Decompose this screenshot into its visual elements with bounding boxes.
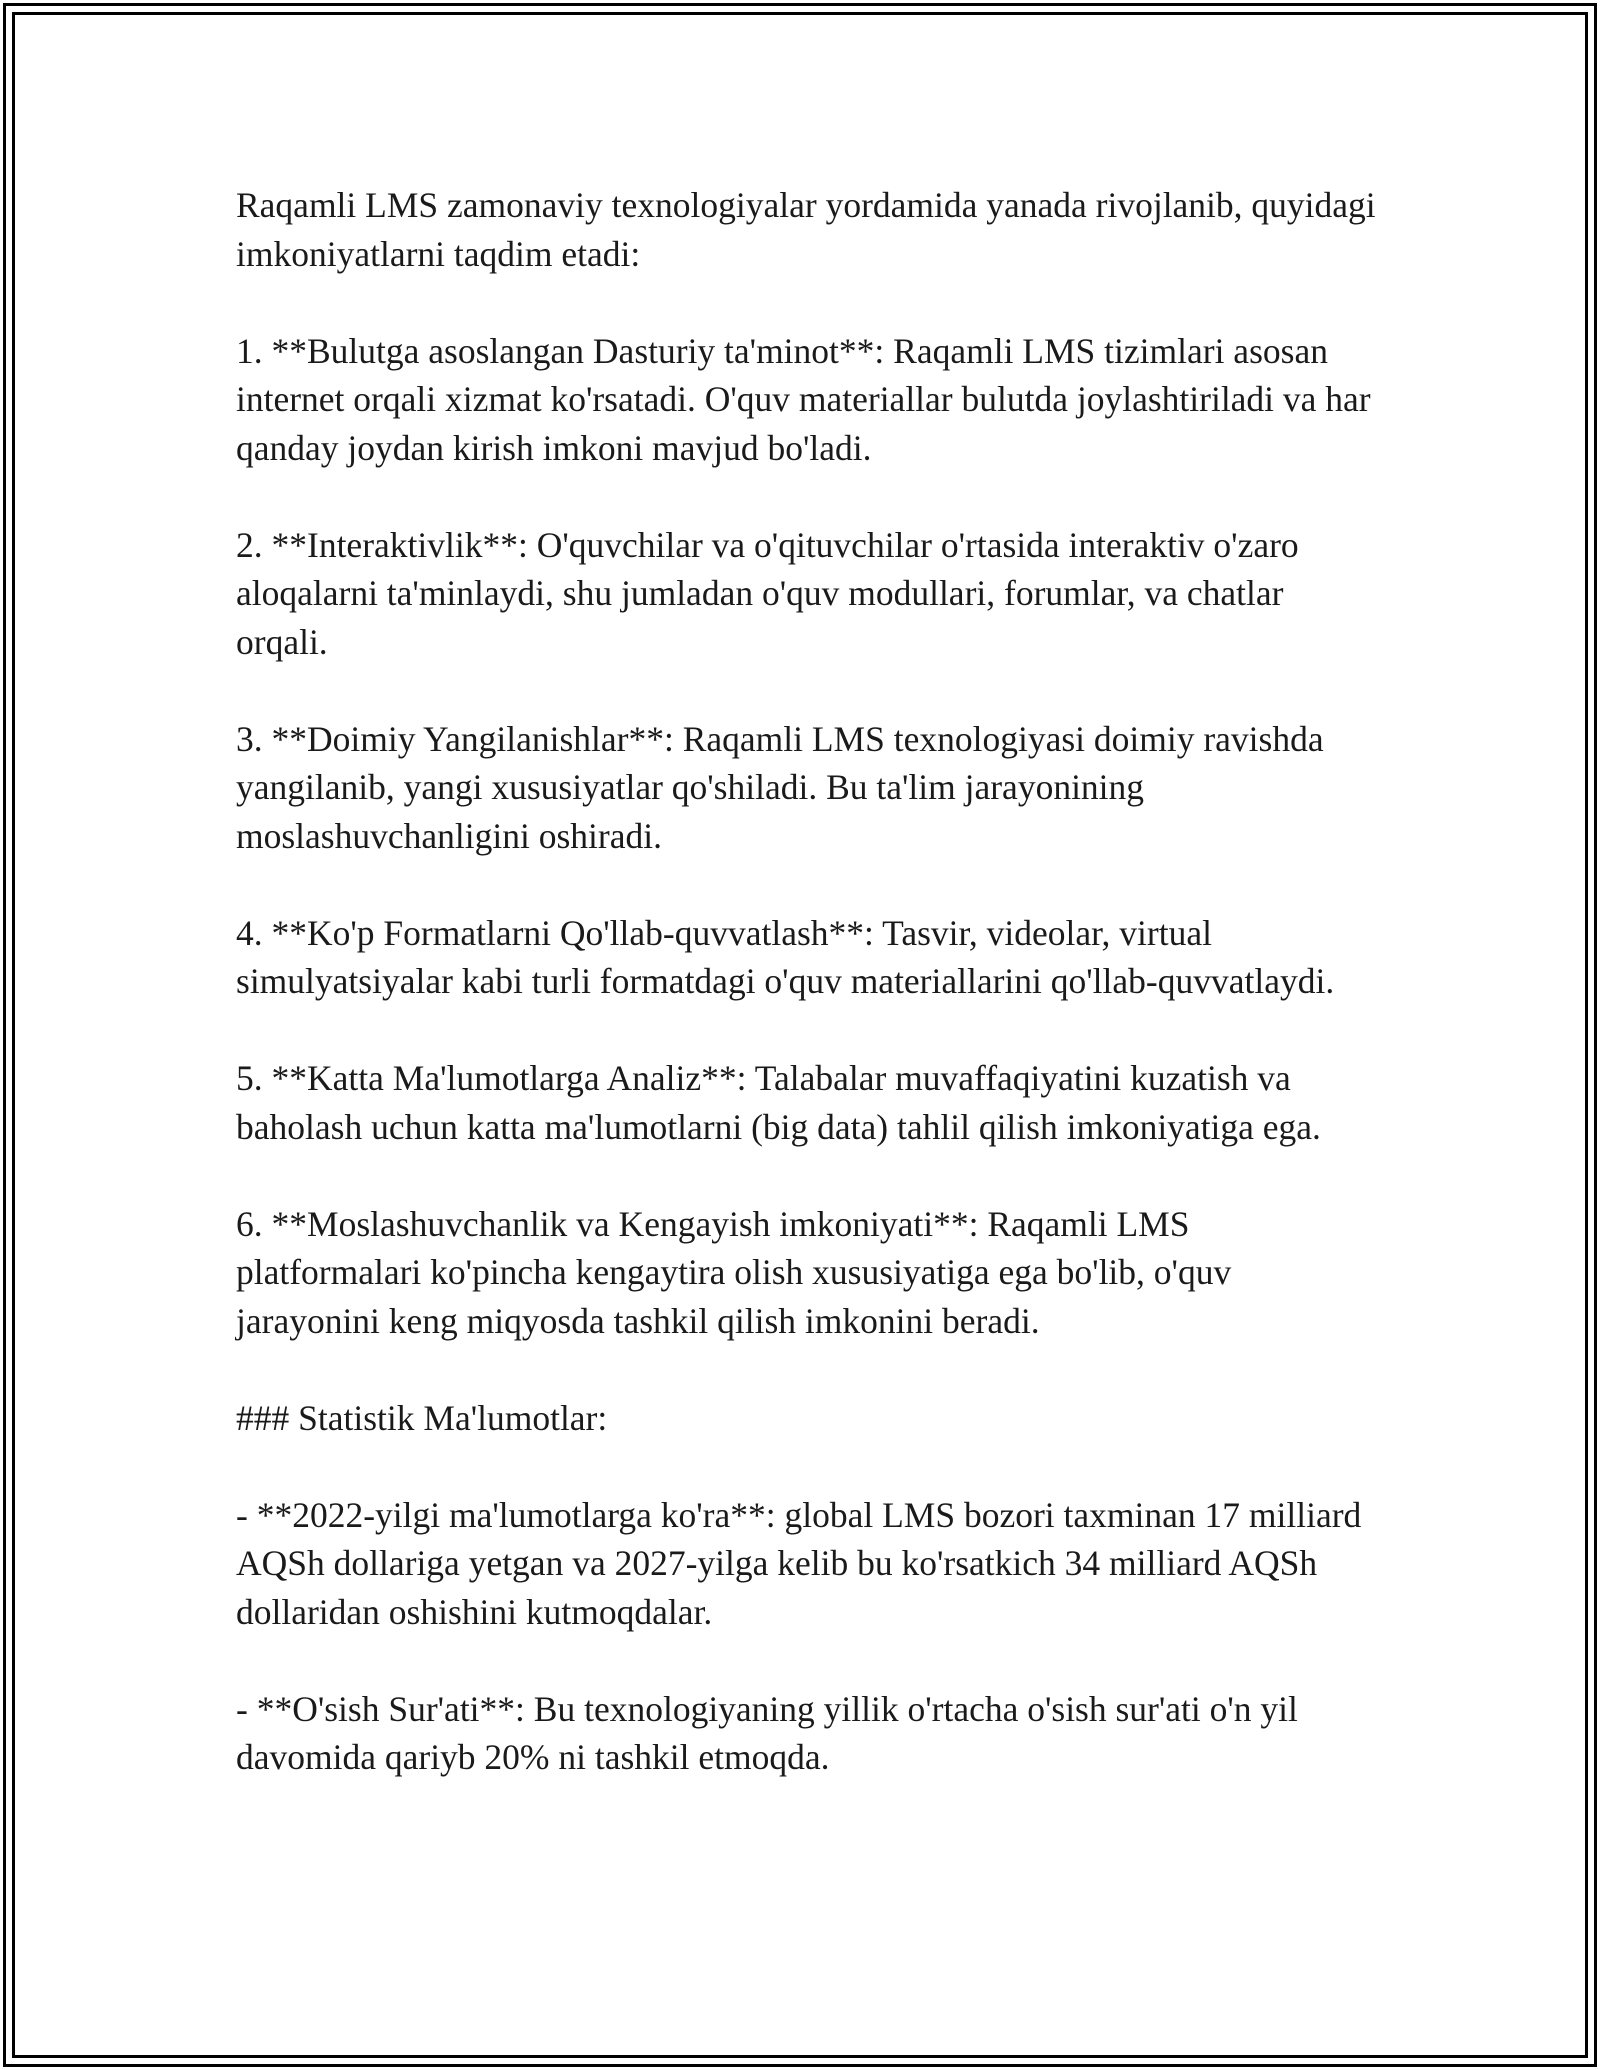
list-item: 3. **Doimiy Yangilanishlar**: Raqamli LMS texnologiyasi doimiy ravishda yangilanib, yangi xususiyatlar qo'shiladi. Bu ta'lim jarayonining moslashuvchanligini oshiradi. (236, 718, 1324, 856)
list-item: 6. **Moslashuvchanlik va Kengayish imkoniyati**: Raqamli LMS platformalari ko'pincha kengaytira olish xususiyatiga ega bo'lib, o'quv jarayonini keng miqyosda tashkil qilish imkonini beradi. (236, 1203, 1232, 1341)
list-item: 4. **Ko'p Formatlarni Qo'llab-quvvatlash**: Tasvir, videolar, virtual simulyatsiyalar kabi turli formatdagi o'quv materiallarini qo'llab-quvvatlaydi. (236, 912, 1335, 1001)
document-body (236, 181, 1376, 1782)
stats-heading: ### Statistik Ma'lumotlar: (236, 1397, 608, 1438)
list-item: 1. **Bulutga asoslangan Dasturiy ta'minot**: Raqamli LMS tizimlari asosan internet orqali xizmat ko'rsatadi. O'quv materiallar bulutda joylashtiriladi va har qanday joydan kirish imkoni mavjud bo'ladi. (236, 330, 1371, 468)
list-item: 5. **Katta Ma'lumotlarga Analiz**: Talabalar muvaffaqiyatini kuzatish va baholash uchun katta ma'lumotlarni (big data) tahlil qilish imkoniyatiga ega. (236, 1058, 1321, 1147)
intro-paragraph: Raqamli LMS zamonaviy texnologiyalar yordamida yanada rivojlanib, quyidagi imkoniyatlarni taqdim etadi: (236, 185, 1376, 274)
stats-item: - **O'sish Sur'ati**: Bu texnologiyaning yillik o'rtacha o'sish sur'ati o'n yil davomida qariyb 20% ni tashkil etmoqda. (236, 1688, 1298, 1777)
list-item: 2. **Interaktivlik**: O'quvchilar va o'qituvchilar o'rtasida interaktiv o'zaro aloqalarni ta'minlaydi, shu jumladan o'quv modullari, forumlar, va chatlar orqali. (236, 524, 1299, 662)
stats-item: - **2022-yilgi ma'lumotlarga ko'ra**: global LMS bozori taxminan 17 milliard AQSh dollariga yetgan va 2027-yilga kelib bu ko'rsatkich 34 milliard AQSh dollaridan oshishini kutmoqdalar. (236, 1494, 1362, 1632)
